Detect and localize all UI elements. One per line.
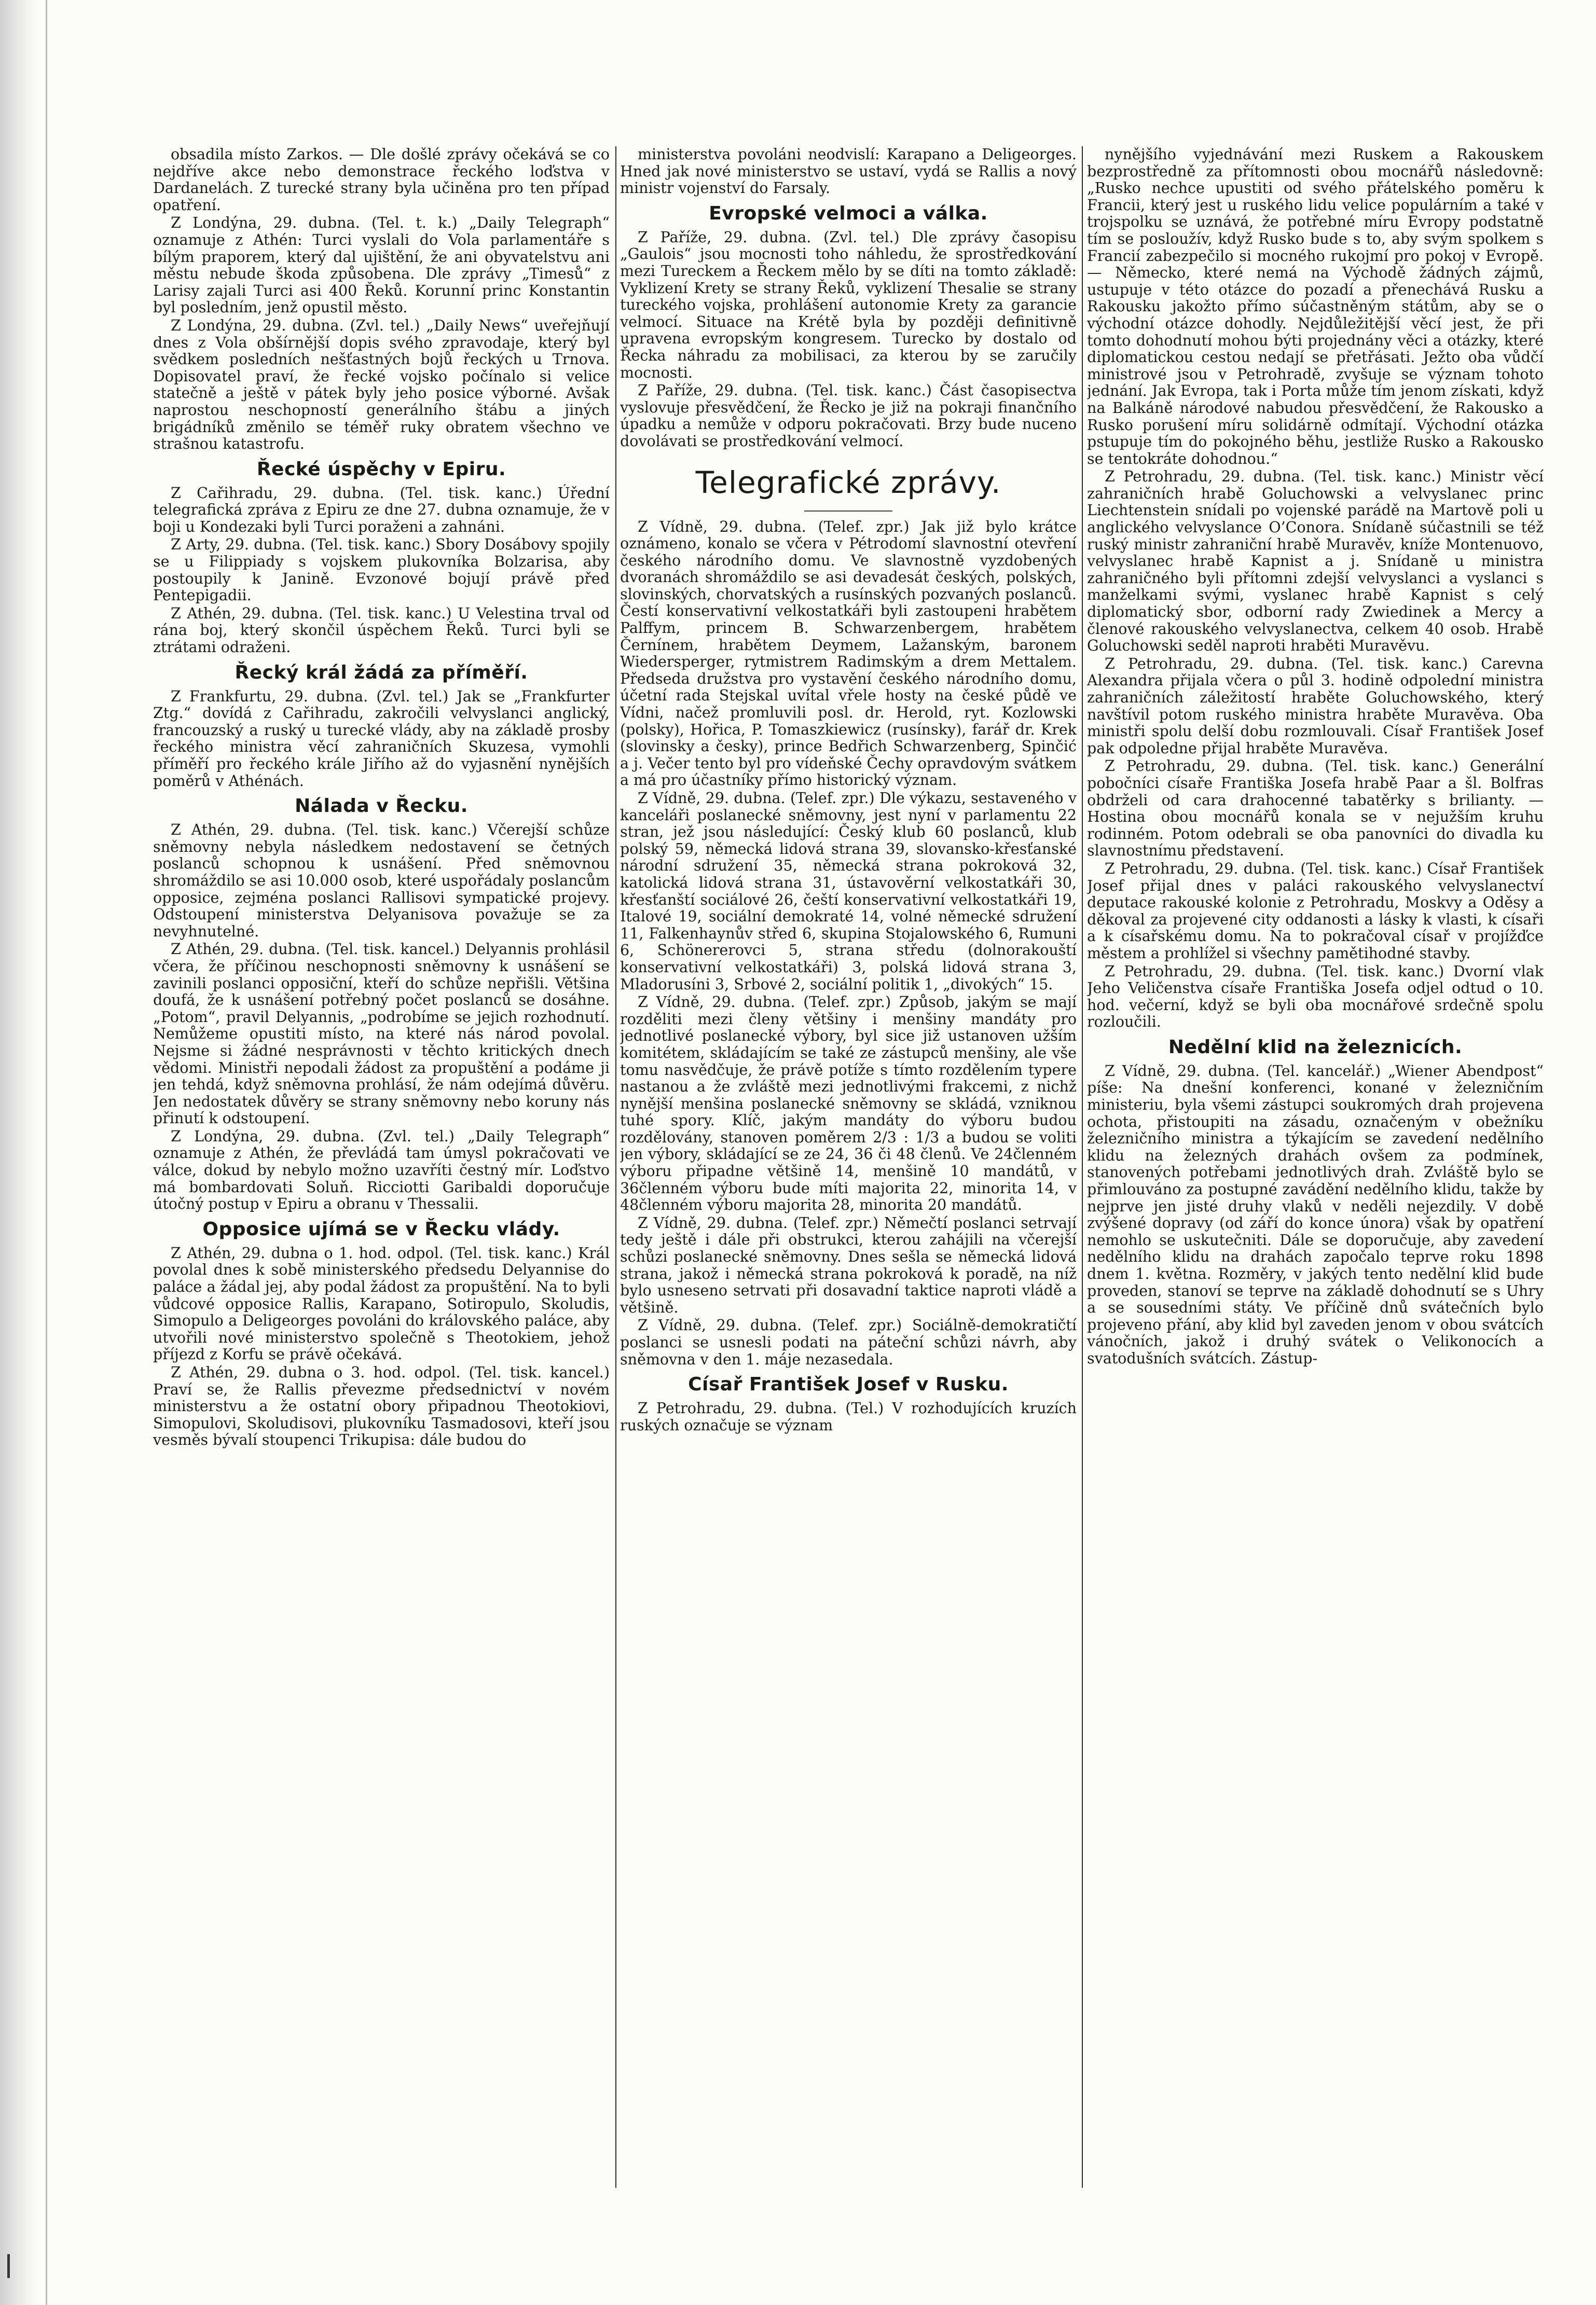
article-paragraph: Z Athén, 29. dubna o 3. hod. odpol. (Tel. tisk. kancel.) Praví se, že Rallis převezme předsednictví v novém ministerstvu a že ostatní obory připadnou Theotokiovi, Simopulovi, Skoludisovi, plukovníku Tasmadosovi, kteří jsou vesměs bývalí stoupenci Trikupisa: dále budou do — [153, 1364, 610, 1449]
article-paragraph: Z Athén, 29. dubna. (Tel. tisk. kancel.) Delyannis prohlásil včera, že příčinou neschopnosti sněmovny k usnášení se zavinili poslanci opposiční, kteří do schůze nepřišli. Většina doufá, že k usnášení potřebný počet poslanců se dosáhne. „Potom“, pravil Delyannis, „podrobíme se jejich rozhodnutí. Nemůžeme opustiti místo, na které nás národ povolal. Nejsme si žádné nesprávnosti v těchto kritických dnech vědomi. Ministři nepodali žádost za propuštění a podáme ji jen tehdá, když sněmovna prohlásí, že nám odejímá důvěru. Jen nedostatek důvěry se strany sněmovny nebo koruny nás přinutí k odstoupení. — [153, 941, 610, 1127]
heading-divider — [804, 510, 892, 512]
article-paragraph: Z Athén, 29. dubna o 1. hod. odpol. (Tel. tisk. kanc.) Král povolal dnes k sobě ministerského předsedu Delyannise do paláce a žádal jej, aby podal žádost za propuštění. Na to byli vůdcové opposice Rallis, Karapano, Sotiropulo, Skoludis, Simopulo a Deligeorges povoláni do královského paláce, aby utvořili nové ministerstvo společně s Theotokiem, jehož příjezd z Korfu se právě očekává. — [153, 1244, 610, 1363]
scan-margin-mark — [7, 2254, 10, 2278]
section-heading: Evropské velmoci a válka. — [709, 202, 988, 224]
column-2 — [620, 146, 1077, 2190]
column-1 — [153, 146, 610, 2190]
article-paragraph: Z Paříže, 29. dubna. (Tel. tisk. kanc.) Část časopisectva vyslovuje přesvědčení, že Řecko je již na pokraji finančního úpadku a nemůže v odporu pokračovati. Brzy bude nuceno dovolávati se prostředkování velmocí. — [620, 382, 1077, 450]
section-heading: Císař František Josef v Rusku. — [688, 1374, 1009, 1396]
scan-binding-line — [46, 0, 47, 2305]
article-paragraph: Z Athén, 29. dubna. (Tel. tisk. kanc.) Včerejší schůze sněmovny nebyla následkem nedostavení se četných poslanců schopnou k usnášení. Před sněmovnou shromáždilo se asi 10.000 osob, které uspořádaly poslancům opposice, zejména poslanci Rallisovi sympatické projevy. Odstoupení ministerstva Delyanisova považuje se za nevyhnutelné. — [153, 821, 610, 940]
scan-edge-shadow — [0, 0, 36, 2305]
article-paragraph: Z Londýna, 29. dubna. (Zvl. tel.) „Daily News“ uveřejňují dnes z Vola obšírnější dopis svého zpravodaje, který byl svědkem posledních nešťastných bojů řeckých u Trnova. Dopisovatel praví, že řecké vojsko počínalo si velice statečně a ještě v pátek byly jeho posice výborné. Avšak naprostou neschopností generálního štábu a jiných brigádníků změnilo se téměř ruky obratem všechno ve strašnou katastrofu. — [153, 316, 610, 453]
section-heading: Řecké úspěchy v Epiru. — [256, 458, 506, 480]
article-paragraph: Z Petrohradu, 29. dubna. (Tel. tisk. kanc.) Dvorní vlak Jeho Veličenstva císaře Františka Josefa odjel odtud o 10. hod. večerní, když se byli oba mocnářové srdečně spolu rozloučili. — [1087, 962, 1544, 1031]
article-paragraph: Z Petrohradu, 29. dubna. (Tel. tisk. kanc.) Generální pobočníci císaře Františka Josefa hrabě Paar a šl. Bolfras obdrželi od cara drahocenné tabatěrky s brilianty. — Hostina obou mocnářů konala se v nejužším kruhu rodinném. Potom odebrali se oba panovníci do divadla ku slavnostnímu představení. — [1087, 757, 1544, 860]
main-heading: Telegrafické zprávy. — [695, 464, 1001, 500]
article-paragraph: Z Londýna, 29. dubna. (Tel. t. k.) „Daily Telegraph“ oznamuje z Athén: Turci vyslali do Vola parlamentáře s bílým praporem, který dal ujištění, že ani obyvatelstvu ani městu nebude škoda způsobena. Dle zprávy „Timesů“ z Larisy zajali Turci asi 400 Řeků. Korunní princ Konstantin byl posledním, jenž opustil město. — [153, 214, 610, 316]
article-paragraph: Z Vídně, 29. dubna. (Telef. zpr.) Způsob, jakým se mají rozděliti mezi členy většiny i menšiny mandáty pro jednotlivé poslanecké výbory, byl sice již ustanoven užším komitétem, skládajícím se také ze zástupců menšiny, ale vše tomu nasvědčuje, že právě potíže s tímto rozdělením typere nastanou a že zvláště mezi jednotlivými frakcemi, z nichž nynější menšina poslanecké sněmovny se skládá, vzniknou tuhé spory. Klíč, jakým mandáty do výboru budou rozdělovány, stanoven poměrem 2/3 : 1/3 a budou se voliti jen výbory, skládající se ze 24, 36 či 48 členů. Ve 24členném výboru připadne většině 14, menšině 10 mandátů, v 36členném výboru bude míti majorita 22, minorita 14, v 48členném výboru majorita 28, minorita 20 mandátů. — [620, 993, 1077, 1214]
article-paragraph: Z Athén, 29. dubna. (Tel. tisk. kanc.) U Velestina trval od rána boj, který skončil úspěchem Řeků. Turci byli se ztrátami odraženi. — [153, 604, 610, 656]
article-paragraph: Z Vídně, 29. dubna. (Telef. zpr.) Jak již bylo krátce oznámeno, konalo se včera v Pétrodomí slavnostní otevření českého národního domu. Ve slavnostně vyzdobených dvoranách shromáždilo se asi devadesát českých, polských, slovinských, chorvatských a rusínských pozvaných poslanců. Čestí konservativní velkostatkáři byli zastoupeni hrabětem Palffym, princem B. Schwarzenbergem, hrabětem Černínem, hrabětem Deymem, Lažanským, baronem Wiedersperger, rytmistrem Radimským a drem Mettalem. Předseda družstva pro vystavění českého národního domu, účetní rada Stejskal uvítal vřele hosty na české půdě ve Vídni, načež promluvili posl. dr. Herold, ryt. Kozlowski (polsky), Hořica, P. Tomaszkiewicz (rusínsky), farář dr. Krek (slovinsky a česky), prince Bedřich Schwarzenberg, Spinčić a j. Večer tento byl pro vídeňské Čechy opravdovým svátkem a má pro účastníky přímo historický význam. — [620, 518, 1077, 789]
section-heading: Řecký král žádá za příměří. — [235, 661, 528, 683]
article-paragraph: Z Petrohradu, 29. dubna. (Tel. tisk. kanc.) Carevna Alexandra přijala včera o půl 3. hodině odpolední ministra zahraničních záležitostí hraběte Goluchowského, který navštívil potom ruského ministra hraběte Muravěva. Oba ministři spolu delší dobu rozmlouvali. Císař František Josef pak odpoledne přijal hraběte Muravěva. — [1087, 655, 1544, 757]
article-paragraph: Z Petrohradu, 29. dubna. (Tel.) V rozhodujících kruzích ruských označuje se význam — [620, 1400, 1077, 1434]
section-heading: Opposice ujímá se v Řecku vlády. — [202, 1218, 560, 1240]
column-rule-1 — [615, 146, 616, 2188]
article-paragraph: Z Petrohradu, 29. dubna. (Tel. tisk. kanc.) Ministr věcí zahraničních hrabě Goluchowski a velvyslanec princ Liechtenstein snídali po vojenské parádě na Martově poli u anglického velvyslance O’Conora. Snídaně súčastnili se též ruský ministr zahraniční hrabě Muravěv, kníže Montenuovo, velvyslanec hrabě Kapnist a j. Snídaně u ministra zahraničného byli přítomni zdejší velvyslanci a vyslanci s manželkami svými, vyslanec hrabě Kapnist s celý diplomatický sbor, odborní rady Zwiedinek a Mercy a členové rakouského velvyslanectva, celkem 40 osob. Hrabě Goluchowski seděl naproti hraběti Muravěvu. — [1087, 468, 1544, 655]
article-paragraph: Z Arty, 29. dubna. (Tel. tisk. kanc.) Sbory Dosábovy spojily se u Filippiady s vojskem plukovníka Bolzarisa, aby postoupily k Janině. Evzonové bojují právě před Pentepigadii. — [153, 536, 610, 604]
article-paragraph: Z Vídně, 29. dubna. (Telef. zpr.) Sociálně-demokratičtí poslanci se usnesli podati na páteční schůzi návrh, aby sněmovna v den 1. máje nezasedala. — [620, 1317, 1077, 1368]
section-heading: Nálada v Řecku. — [295, 795, 468, 817]
article-paragraph: Z Londýna, 29. dubna. (Zvl. tel.) „Daily Telegraph“ oznamuje z Athén, že převládá tam úmysl pokračovati ve válce, dokud by nebylo možno uzavříti čestný mír. Loďstvo má bombardovati Soluň. Ricciotti Garibaldi doporučuje útočný postup v Epiru a obranu v Thessalii. — [153, 1127, 610, 1213]
article-paragraph: Z Petrohradu, 29. dubna. (Tel. tisk. kanc.) Císař František Josef přijal dnes v paláci rakouského velvyslanectví deputace rakouské kolonie z Petrohradu, Moskvy a Oděsy a děkoval za projevené city oddanosti a lásky k vlasti, k císaři a k císařskému domu. Na to pokračoval císař v projížďce městem a prohlížel si všechny pamětihodné stavby. — [1087, 860, 1544, 962]
article-paragraph: Z Vídně, 29. dubna. (Tel. kancelář.) „Wiener Abendpost“ píše: Na dnešní konferenci, konané v železničním ministeriu, byla všemi zástupci soukromých drah projevena ochota, přistoupiti na zásadu, označeným v obežníku železničního ministra a týkajícím se zavedení nedělního klidu na železných drahách ovšem za podmínek, stanovených potřebami jednotlivých drah. Zvláště bylo se přimlouváno za postupné zavádění nedělního klidu, takže by nejprve jen jisté druhy vlaků v neděli nejezdily. V době zvýšené dopravy (od září do konce února) však by opatření nemohlo se uskutečniti. Dále se doporučuje, aby zavedení nedělního klidu na drahách započalo teprve roku 1898 dnem 1. května. Rozměry, v jakých tento nedělní klid bude proveden, stanoví se teprve na základě dohodnutí se s Uhry a se sousedními státy. Ve příčině dnů svátečních bylo projeveno přání, aby klid byl zaveden jenom v obou svátcích vánočních, jakož i druhý svátek o Velikonocích a svatodušních svátcích. Zástup- — [1087, 1062, 1544, 1367]
article-paragraph: Z Vídně, 29. dubna. (Telef. zpr.) Němečtí poslanci setrvají tedy ještě i dále při obstrukci, kterou zahájili na včerejší schůzi poslanecké sněmovny. Dnes sešla se německá lidová strana, jakož i německá strana pokroková k poradě, na níž bylo usneseno setrvati při dosavadní taktice naproti vládě a většině. — [620, 1214, 1077, 1316]
article-paragraph: ministerstva povoláni neodvislí: Karapano a Deligeorges. Hned jak nové ministerstvo se ustaví, vydá se Rallis a nový ministr vojenství do Farsaly. — [620, 146, 1077, 197]
article-paragraph: Z Cařihradu, 29. dubna. (Tel. tisk. kanc.) Úřední telegrafická zpráva z Epiru ze dne 27. dubna oznamuje, že v boji u Kondezaki byli Turci poraženi a zahnáni. — [153, 484, 610, 535]
article-paragraph: Z Frankfurtu, 29. dubna. (Zvl. tel.) Jak se „Frankfurter Ztg.“ dovídá z Cařihradu, zakročili velvyslanci anglický, francouzský a ruský u turecké vlády, aby na základě prosby řeckého ministra věcí zahraničních Skuzesa, vymohli příměří pro řeckého krále Jiřího až do vyjasnění nynějších poměrů v Athénách. — [153, 687, 610, 790]
article-paragraph: Z Paříže, 29. dubna. (Zvl. tel.) Dle zprávy časopisu „Gaulois“ jsou mocnosti toho náhledu, že sprostředkování mezi Tureckem a Řeckem mělo by se díti na tomto základě: Vyklizení Krety se strany Řeků, vyklizení Thesalie se strany tureckého vojska, prohlášení autonomie Krety za garancie velmocí. Situace na Krétě byla by později definitivně upravena evropským kongresem. Turecko by dostalo od Řecka náhradu za mobilisaci, za kterou by se zaručily mocnosti. — [620, 228, 1077, 381]
column-rule-2 — [1082, 146, 1083, 2188]
article-paragraph: Z Vídně, 29. dubna. (Telef. zpr.) Dle výkazu, sestaveného v kanceláři poslanecké sněmovny, jest nyní v parlamentu 22 stran, jež jsou následující: Český klub 60 poslanců, klub polský 59, německá lidová strana 39, slovansko-křesťanské národní sdružení 35, německá strana pokroková 32, katolická lidová strana 31, ústavověrní velkostatkáři 30, křesťanští sociálové 26, čeští konservativní velkostatkáři 19, Italové 19, sociální demokraté 14, volné německé sdružení 11, Falkenhaynův střed 6, skupina Stojalowského 6, Rumuni 6, Schönererovci 5, strana středu (dolnorakouští konservativní velkostatkáři) 3, polská lidová strana 3, Mladorusíni 3, Srbové 2, sociální politik 1, „divokých“ 15. — [620, 790, 1077, 993]
article-paragraph: obsadila místo Zarkos. — Dle došlé zprávy očekává se co nejdříve akce nebo demonstrace řeckého loďstva v Dardanelách. Z turecké strany byla učiněna pro ten případ opatření. — [153, 146, 610, 214]
article-paragraph: nynějšího vyjednávání mezi Ruskem a Rakouskem bezprostředně za přítomnosti obou mocnářů následovně: „Rusko nechce upustiti od svého přátelského poměru k Francii, který jest u ruského lidu velice populárním a také v trojspolku se uznává, že potřebné míru Evropy podstatně tím se posloužív, když Rusko bude s to, aby svým spolkem s Francií zabezpečilo si mocného rukojmí pro pokoj v Evropě. — Německo, které nemá na Východě žádných zájmů, ustupuje v této otázce do pozadí a přenechává Rusku a Rakousku jakožto přímo súčastněným státům, aby se o východní otázce dohodly. Nejdůležitější věcí jest, že při tomto dohodnutí mohou býti projednány věci a otázky, které diplomatickou cestou nedají se přetřásati. Ježto oba vůdčí ministrové jsou v Petrohradě, zvyšuje se význam tohoto jednání. Jak Evropa, tak i Porta může tím jenom získati, když na Balkáně národové nabudou přesvědčení, že Rakousko a Rusko porušení míru solidárně odmítají. Východní otázka pstupuje tím do pokojného běhu, jestliže Rusko a Rakousko se tentokráte dohodnou.“ — [1087, 146, 1544, 467]
section-heading: Nedělní klid na železnicích. — [1168, 1036, 1463, 1058]
column-3 — [1087, 146, 1544, 2190]
